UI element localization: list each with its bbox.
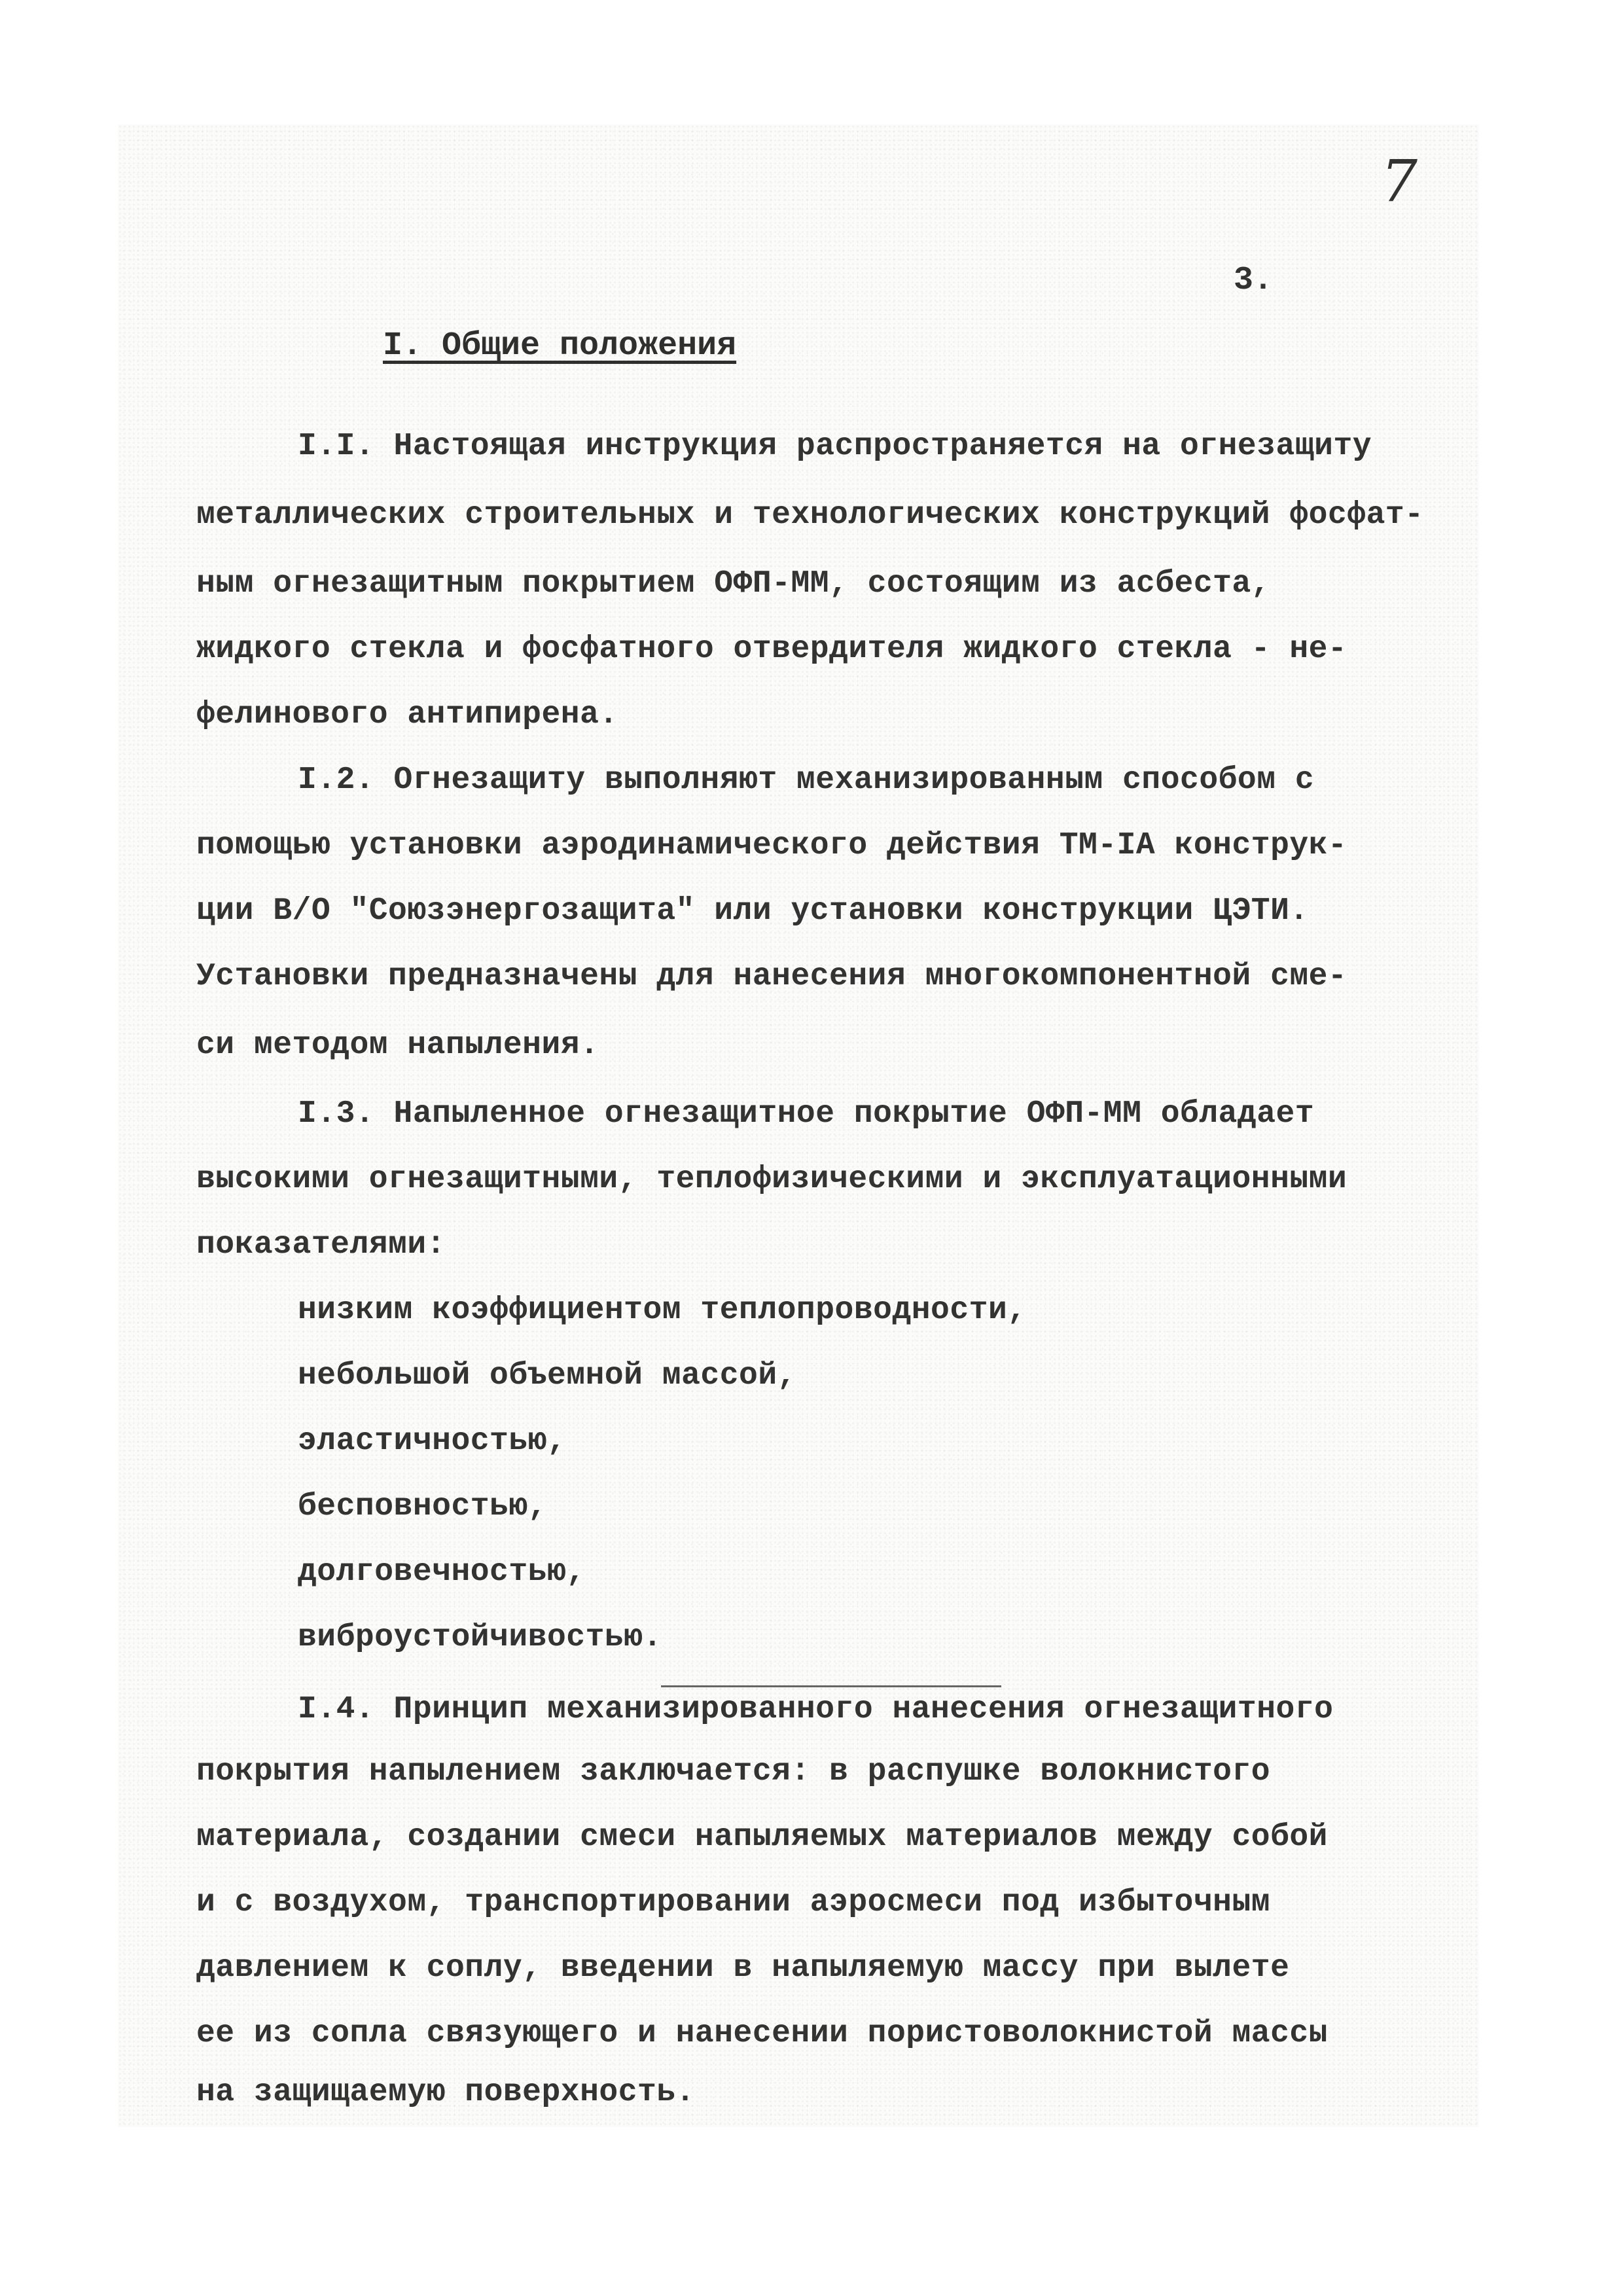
paragraph-1-2-line: I.2. Огнезащиту выполняют механизированным способом с [298, 762, 1315, 798]
paragraph-1-4-line: на защищаемую поверхность. [196, 2075, 695, 2110]
property-list-item: эластичностью, [298, 1424, 567, 1459]
paragraph-1-3-line: I.3. Напыленное огнезащитное покрытие ОФП-ММ обладает [298, 1096, 1315, 1132]
paragraph-1-4-line: давлением к соплу, введении в напыляемую массу при вылете [196, 1950, 1290, 1986]
paragraph-1-4-line: и с воздухом, транспортировании аэросмеси под избыточным [196, 1885, 1271, 1920]
paragraph-1-2-line: си методом напыления. [196, 1028, 599, 1063]
paragraph-1-4-line: покрытия напылением заключается: в распушке волокнистого [196, 1754, 1271, 1789]
property-list-item: небольшой объемной массой, [298, 1358, 796, 1393]
handwritten-page-number: 7 [1381, 147, 1418, 215]
paragraph-1-3-line: высокими огнезащитными, теплофизическими и эксплуатационными [196, 1162, 1347, 1197]
property-list-item: долговечностью, [298, 1554, 586, 1590]
property-list-item: низким коэффициентом теплопроводности, [298, 1293, 1027, 1328]
paragraph-1-1-line: металлических строительных и технологических конструкций фосфат- [196, 497, 1424, 533]
paragraph-1-4-line: материала, создании смеси напыляемых материалов между собой [196, 1820, 1328, 1855]
paragraph-1-4-line: I.4. Принцип механизированного нанесения огнезащитного [298, 1692, 1334, 1727]
paragraph-1-2-line: Установки предназначены для нанесения многокомпонентной сме- [196, 959, 1347, 994]
paragraph-1-4-line: ее из сопла связующего и нанесении пористоволокнистой массы [196, 2016, 1328, 2051]
separator-line [661, 1685, 1001, 1687]
paragraph-1-2-line: помощью установки аэродинамического действия ТМ-IА конструк- [196, 828, 1347, 863]
paragraph-1-3-line: показателями: [196, 1227, 446, 1263]
paragraph-1-1-line: жидкого стекла и фосфатного отвердителя жидкого стекла - не- [196, 632, 1347, 667]
page-number: 3. [1234, 262, 1274, 299]
paragraph-1-1-line: фелинового антипирена. [196, 697, 618, 732]
property-list-item: бесповностью, [298, 1489, 547, 1524]
paragraph-1-1-line: ным огнезащитным покрытием ОФП-ММ, состоящим из асбеста, [196, 566, 1271, 601]
section-heading: I. Общие положения [383, 327, 737, 365]
property-list-item: виброустойчивостью. [298, 1620, 662, 1655]
paragraph-1-2-line: ции В/О "Союзэнергозащита" или установки конструкции ЦЭТИ. [196, 893, 1309, 929]
paragraph-1-1-line: I.I. Настоящая инструкция распространяется на огнезащиту [298, 429, 1372, 464]
